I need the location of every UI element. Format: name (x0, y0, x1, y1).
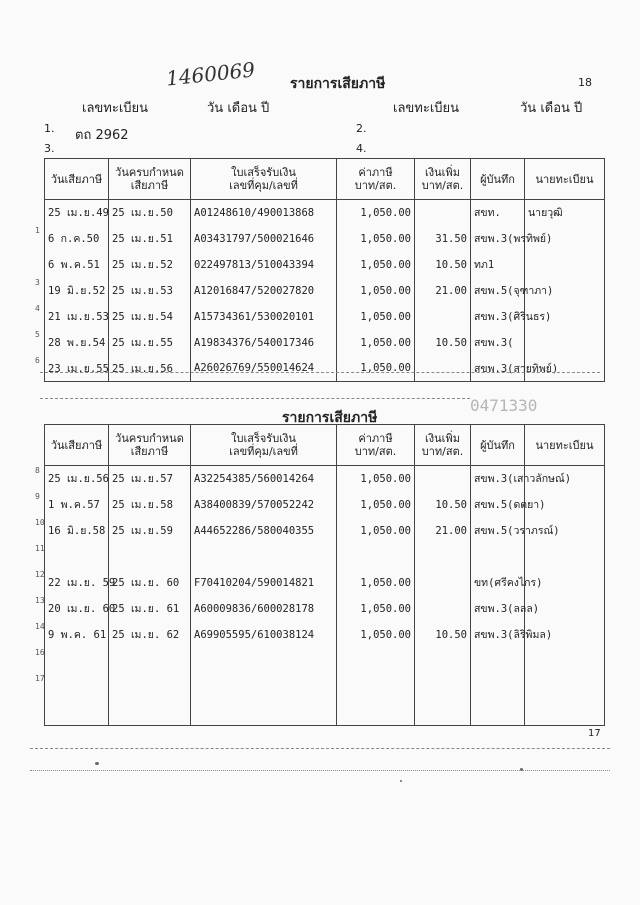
table-cell-due: 25 เม.ย.58 (109, 492, 191, 518)
row-index: 6 (35, 355, 40, 365)
scan-line (30, 748, 610, 749)
table-cell-extra (415, 200, 471, 226)
table-cell-tax: 1,050.00 (337, 596, 415, 622)
page-number-bottom: 17 (588, 728, 601, 739)
page-number-top: 18 (578, 76, 592, 89)
table-cell-receipt: A01248610/490013868 (191, 200, 337, 226)
col-header-extra: เงินเพิ่ม บาท/สต. (415, 159, 471, 200)
table-cell-receipt: A26026769/550014624 (191, 356, 337, 382)
table-cell-registrar (525, 330, 605, 356)
table-cell-receipt (191, 648, 337, 674)
table-row (45, 518, 605, 544)
table-cell-tax: 1,050.00 (337, 304, 415, 330)
tax-table-bottom (35, 424, 605, 726)
table-row (45, 252, 605, 278)
table-cell-recorder: สขพ.5(จุฑาภา) (471, 278, 525, 304)
row-index: 1 (35, 225, 40, 235)
table-cell-paid (35, 225, 109, 252)
tax-table-top (35, 158, 605, 382)
separator-line-2 (40, 398, 470, 399)
row-index: 9 (35, 491, 40, 501)
scan-speck (400, 780, 402, 782)
table-cell-tax: 1,050.00 (337, 492, 415, 518)
col-header-due-date: วันครบกำหนด เสียภาษี (109, 425, 191, 466)
table-row (45, 226, 605, 252)
reg-no-4: 4. (356, 142, 367, 155)
row-index: 13 (35, 595, 45, 605)
table-cell-tax: 1,050.00 (337, 356, 415, 382)
row-index: 5 (35, 329, 40, 339)
table-cell-receipt: A38400839/570052242 (191, 492, 337, 518)
table-cell-paid (45, 200, 109, 226)
table-cell-recorder: ทภ1 (471, 252, 525, 278)
table-cell-recorder (471, 674, 525, 700)
table-cell-due: 25 เม.ย.52 (109, 252, 191, 278)
date-label-1: วัน เดือน ปี (207, 101, 270, 116)
page-title-bottom: รายการเสียภาษี (282, 410, 378, 426)
reg-no-2: 2. (356, 122, 367, 135)
col-header-paid-date: วันเสียภาษี (45, 425, 109, 466)
table-cell-registrar (525, 700, 605, 726)
paid-date-text: 28 พ.ย.54 (48, 337, 106, 349)
table-cell-due: 25 เม.ย.53 (109, 278, 191, 304)
table-cell-due: 25 เม.ย.57 (109, 466, 191, 492)
row-index: 14 (35, 621, 45, 631)
table-row (45, 200, 605, 226)
table-cell-tax: 1,050.00 (337, 278, 415, 304)
table-cell-tax (337, 544, 415, 570)
paid-date-text: 6 ก.ค.50 (48, 233, 100, 245)
table-cell-registrar: นายวุฒิ (525, 200, 605, 226)
paid-date-text: 21 เม.ย.53 (48, 311, 109, 323)
scan-speck (520, 768, 523, 771)
scan-line (30, 770, 610, 771)
paid-date-text: 25 เม.ย.49 (48, 207, 109, 220)
table-row (45, 700, 605, 726)
stamp-fragment: 0471330 (470, 396, 538, 415)
table-cell-receipt: 022497813/510043394 (191, 252, 337, 278)
table-cell-tax: 1,050.00 (337, 570, 415, 596)
col-header-recorder: ผู้บันทึก (471, 159, 525, 200)
col-header-tax: ค่าภาษี บาท/สต. (337, 425, 415, 466)
table-row (45, 544, 605, 570)
table-cell-paid (35, 569, 116, 596)
table-cell-receipt: A60009836/600028178 (191, 596, 337, 622)
table-cell-extra (415, 466, 471, 492)
table-cell-recorder (471, 544, 525, 570)
table-cell-receipt: A12016847/520027820 (191, 278, 337, 304)
table-cell-extra: 10.50 (415, 330, 471, 356)
table-cell-due: 25 เม.ย. 62 (109, 622, 191, 648)
table-cell-recorder: สขพ.5(ดตยา) (471, 492, 525, 518)
table-row (45, 278, 605, 304)
table-cell-extra: 21.00 (415, 518, 471, 544)
table-cell-extra: 10.50 (415, 622, 471, 648)
col-header-due-date: วันครบกำหนด เสียภาษี (109, 159, 191, 200)
table-cell-extra (415, 674, 471, 700)
paid-date-text: 1 พ.ค.57 (48, 499, 100, 511)
reg-value-1: ตถ 2962 (75, 128, 129, 143)
table-cell-tax: 1,050.00 (337, 200, 415, 226)
table-cell-due (109, 544, 191, 570)
table-cell-registrar (525, 648, 605, 674)
table-cell-extra (415, 356, 471, 382)
row-index: 16 (35, 647, 45, 657)
table-cell-extra (415, 648, 471, 674)
table-cell-recorder: สขพ.5(วราภรณ์) (471, 518, 525, 544)
table-cell-paid (45, 700, 109, 726)
row-index: 11 (35, 543, 45, 553)
table-cell-extra (415, 304, 471, 330)
row-index: 12 (35, 569, 45, 579)
col-header-tax: ค่าภาษี บาท/สต. (337, 159, 415, 200)
table-cell-paid (35, 355, 109, 382)
table-cell-registrar (525, 674, 605, 700)
table-cell-recorder (471, 700, 525, 726)
table-cell-paid (35, 595, 116, 622)
paid-date-text: 16 มิ.ย.58 (48, 525, 106, 537)
table-cell-tax: 1,050.00 (337, 518, 415, 544)
page-title-top: รายการเสียภาษี (290, 76, 386, 92)
col-header-recorder: ผู้บันทึก (471, 425, 525, 466)
reg-no-1: 1. (44, 122, 55, 135)
paid-date-text: 23 เม.ย.55 (48, 362, 109, 375)
table-cell-receipt: A69905595/610038124 (191, 622, 337, 648)
separator-line (40, 372, 600, 373)
table-cell-paid (35, 466, 109, 492)
row-index: 17 (35, 673, 45, 683)
table-cell-paid (35, 621, 109, 648)
table-cell-tax (337, 674, 415, 700)
table-cell-extra (415, 700, 471, 726)
table-cell-due (109, 674, 191, 700)
table-cell-registrar (525, 544, 605, 570)
table-cell-recorder: สขพ.3(เสาวลักษณ์) (471, 466, 525, 492)
paid-date-text: 22 เม.ย. 59 (48, 577, 116, 589)
table-cell-receipt: A03431797/500021646 (191, 226, 337, 252)
table-cell-recorder: สขพ.3( (471, 330, 525, 356)
table-cell-receipt (191, 544, 337, 570)
table-cell-paid (35, 491, 109, 518)
handwritten-file-number: 1460069 (164, 57, 257, 91)
table-cell-recorder: สขพ.3(พรทิพย์) (471, 226, 525, 252)
table-cell-extra: 10.50 (415, 492, 471, 518)
col-header-receipt: ใบเสร็จรับเงิน เลขที่คุม/เลขที่ (191, 425, 337, 466)
table-cell-tax (337, 700, 415, 726)
row-index: 4 (35, 303, 40, 313)
table-cell-receipt: A32254385/560014264 (191, 466, 337, 492)
table-cell-paid (35, 303, 109, 330)
date-label-2: วัน เดือน ปี (520, 101, 583, 116)
col-header-registrar: นายทะเบียน (525, 425, 605, 466)
table-cell-due: 25 เม.ย.55 (109, 330, 191, 356)
table-cell-recorder: สขท. (471, 200, 525, 226)
scan-speck (95, 762, 99, 765)
paid-date-text: 25 เม.ย.56 (48, 473, 109, 486)
table-row (45, 570, 605, 596)
table-cell-paid (35, 277, 109, 304)
table-cell-due: 25 เม.ย. 61 (109, 596, 191, 622)
table-cell-due: 25 เม.ย.56 (109, 356, 191, 382)
table-cell-tax: 1,050.00 (337, 226, 415, 252)
table-row (45, 304, 605, 330)
table-cell-due: 25 เม.ย.59 (109, 518, 191, 544)
reg-label-2: เลขทะเบียน (393, 101, 460, 116)
table-cell-receipt: A44652286/580040355 (191, 518, 337, 544)
table-cell-tax: 1,050.00 (337, 466, 415, 492)
table-cell-due: 25 เม.ย.54 (109, 304, 191, 330)
row-index: 8 (35, 466, 40, 475)
table-cell-receipt: A15734361/530020101 (191, 304, 337, 330)
row-index: 3 (35, 277, 40, 287)
table-row (45, 622, 605, 648)
table-cell-extra (415, 596, 471, 622)
table-cell-paid (45, 252, 109, 278)
table-cell-due (109, 648, 191, 674)
table-cell-due: 25 เม.ย.51 (109, 226, 191, 252)
table-cell-due: 25 เม.ย. 60 (109, 570, 191, 596)
table-cell-receipt: A19834376/540017346 (191, 330, 337, 356)
table-cell-paid (35, 543, 109, 570)
table-row (45, 356, 605, 382)
table-cell-receipt (191, 674, 337, 700)
table-cell-recorder: สขพ.3(ลิริพิมล) (471, 622, 525, 648)
table-cell-extra (415, 570, 471, 596)
table-cell-paid (35, 329, 109, 356)
table-cell-paid (35, 673, 109, 700)
table-cell-recorder: สขพ.3(ลลล) (471, 596, 525, 622)
table-cell-recorder: สขพ.3(สายทิพย์) (471, 356, 525, 382)
col-header-receipt: ใบเสร็จรับเงิน เลขที่คุม/เลขที่ (191, 159, 337, 200)
table-cell-recorder: สขพ.3(ศิรินธร) (471, 304, 525, 330)
col-header-paid-date: วันเสียภาษี (45, 159, 109, 200)
table-cell-tax: 1,050.00 (337, 252, 415, 278)
table-cell-tax: 1,050.00 (337, 330, 415, 356)
table-cell-extra (415, 544, 471, 570)
table-cell-extra: 21.00 (415, 278, 471, 304)
table-row (45, 492, 605, 518)
table-cell-extra: 31.50 (415, 226, 471, 252)
col-header-extra: เงินเพิ่ม บาท/สต. (415, 425, 471, 466)
table-cell-recorder (471, 648, 525, 674)
table-cell-receipt: F70410204/590014821 (191, 570, 337, 596)
reg-no-3: 3. (44, 142, 55, 155)
table-row (45, 466, 605, 492)
table-row (45, 648, 605, 674)
table-cell-tax: 1,050.00 (337, 622, 415, 648)
table-cell-paid (35, 647, 109, 674)
paid-date-text: 20 เม.ย. 60 (48, 603, 116, 615)
table-cell-registrar (525, 252, 605, 278)
col-header-registrar: นายทะเบียน (525, 159, 605, 200)
table-cell-due: 25 เม.ย.50 (109, 200, 191, 226)
table-cell-extra: 10.50 (415, 252, 471, 278)
table-cell-due (109, 700, 191, 726)
paid-date-text: 9 พ.ค. 61 (48, 629, 107, 641)
reg-label-1: เลขทะเบียน (82, 101, 149, 116)
row-index: 10 (35, 517, 45, 527)
table-cell-recorder: ขท(ศรีคงไกร) (471, 570, 525, 596)
paid-date-text: 19 มิ.ย.52 (48, 285, 106, 297)
table-cell-receipt (191, 700, 337, 726)
table-cell-tax (337, 648, 415, 674)
table-row (45, 330, 605, 356)
table-row (45, 674, 605, 700)
table-cell-paid (35, 517, 109, 544)
table-row (45, 596, 605, 622)
paid-date-text: 6 พ.ค.51 (48, 259, 100, 271)
